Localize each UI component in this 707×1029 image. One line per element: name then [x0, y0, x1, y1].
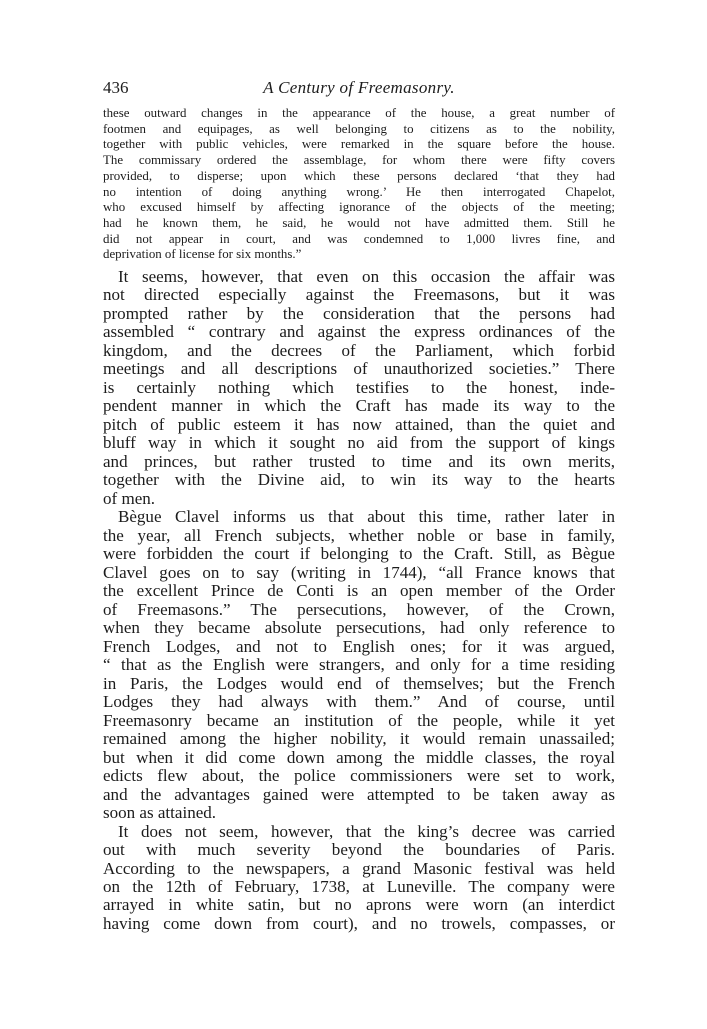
- quote-line: deprivation of license for six months.”: [103, 247, 302, 262]
- paragraph-2-line: remained among the higher nobility, it would remain unassailed;: [103, 729, 615, 749]
- paragraph-3-line: on the 12th of February, 1738, at Luneville. The company were: [103, 876, 615, 896]
- paragraph-2-line: “ that as the English were strangers, and only for a time residing: [103, 655, 615, 675]
- paragraph-2-line: but when it did come down among the middle classes, the royal: [103, 747, 615, 767]
- paragraph-2-line: of Freemasons.” The persecutions, however, of the Crown,: [103, 599, 615, 619]
- paragraph-2-line: soon as attained.: [103, 803, 217, 823]
- paragraph-2-line: edicts flew about, the police commissioners were set to work,: [103, 766, 615, 786]
- paragraph-2-line: in Paris, the Lodges would end of themselves; but the French: [103, 673, 615, 693]
- paragraph-2-line: the year, all French subjects, whether noble or base in family,: [103, 525, 615, 545]
- paragraph-3-line: According to the newspapers, a grand Masonic festival was held: [103, 858, 615, 878]
- paragraph-2-line: French Lodges, and not to English ones; for it was argued,: [103, 636, 615, 656]
- paragraph-1-line: It seems, however, that even on this occasion the affair was: [118, 267, 615, 286]
- running-title: A Century of Freemasonry.: [263, 78, 455, 97]
- paragraph-3-line: out with much severity beyond the boundaries of Paris.: [103, 840, 615, 860]
- quote-line: no intention of doing anything wrong.’ He then interrogated Chapelot,: [103, 184, 615, 199]
- quote-line: who excused himself by affecting ignorance of the objects of the meeting;: [103, 200, 615, 215]
- paragraph-2-line: were forbidden the court if belonging to the Craft. Still, as Bègue: [103, 544, 615, 564]
- paragraph-2-line: when they became absolute persecutions, had only reference to: [103, 618, 615, 638]
- paragraph-3-line: having come down from court), and no trowels, compasses, or: [103, 913, 615, 933]
- page-number: 436: [103, 78, 129, 97]
- paragraph-1-line: together with the Divine aid, to win its way to the hearts: [103, 470, 615, 490]
- paragraph-2-line: Bègue Clavel informs us that about this time, rather later in: [118, 507, 615, 527]
- page-header: [103, 78, 615, 100]
- paragraph-3-line: arrayed in white satin, but no aprons were worn (an interdict: [103, 895, 615, 915]
- paragraph-2-line: the excellent Prince de Conti is an open member of the Order: [103, 581, 615, 601]
- paragraph-1-line: assembled “ contrary and against the express ordinances of the: [103, 322, 615, 342]
- paragraph-1-line: kingdom, and the decrees of the Parliament, which forbid: [103, 340, 615, 360]
- quote-line: footmen and equipages, as well belonging to citizens as to the nobility,: [103, 121, 615, 136]
- paragraph-1-line: not directed especially against the Freemasons, but it was: [103, 285, 615, 305]
- paragraph-1-line: meetings and all descriptions of unauthorized societies.” There: [103, 359, 615, 379]
- paragraph-2-line: Clavel goes on to say (writing in 1744), “all France knows that: [103, 562, 615, 582]
- paragraph-1-line: and princes, but rather trusted to time and its own merits,: [103, 451, 615, 471]
- quoted-passage: [103, 106, 615, 263]
- quote-line: had he known them, he said, he would not have admitted them. Still he: [103, 215, 615, 230]
- paragraph-1-line: prompted rather by the consideration that the persons had: [103, 303, 615, 323]
- paragraph-3-line: It does not seem, however, that the king’s decree was carried: [118, 821, 615, 841]
- quote-line: these outward changes in the appearance of the house, a great number of: [103, 106, 615, 120]
- paragraph-1-line: of men.: [103, 488, 156, 508]
- quote-line: The commissary ordered the assemblage, for whom there were fifty covers: [103, 153, 615, 168]
- paragraph-2-line: Freemasonry became an institution of the people, while it yet: [103, 710, 615, 730]
- body-text: [103, 268, 615, 933]
- paragraph-2-line: and the advantages gained were attempted to be taken away as: [103, 784, 615, 804]
- paragraph-1-line: pitch of public esteem it has now attained, than the quiet and: [103, 414, 615, 434]
- paragraph-1-line: is certainly nothing which testifies to the honest, inde-: [103, 377, 615, 397]
- paragraph-1-line: pendent manner in which the Craft has made its way to the: [103, 396, 615, 416]
- quote-line: did not appear in court, and was condemned to 1,000 livres fine, and: [103, 231, 615, 246]
- paragraph-2-line: Lodges they had always with them.” And of course, until: [103, 692, 615, 712]
- quote-line: provided, to disperse; upon which these persons declared ‘that they had: [103, 168, 615, 183]
- quote-line: together with public vehicles, were remarked in the square before the house.: [103, 137, 615, 152]
- paragraph-1-line: bluff way in which it sought no aid from the support of kings: [103, 433, 615, 453]
